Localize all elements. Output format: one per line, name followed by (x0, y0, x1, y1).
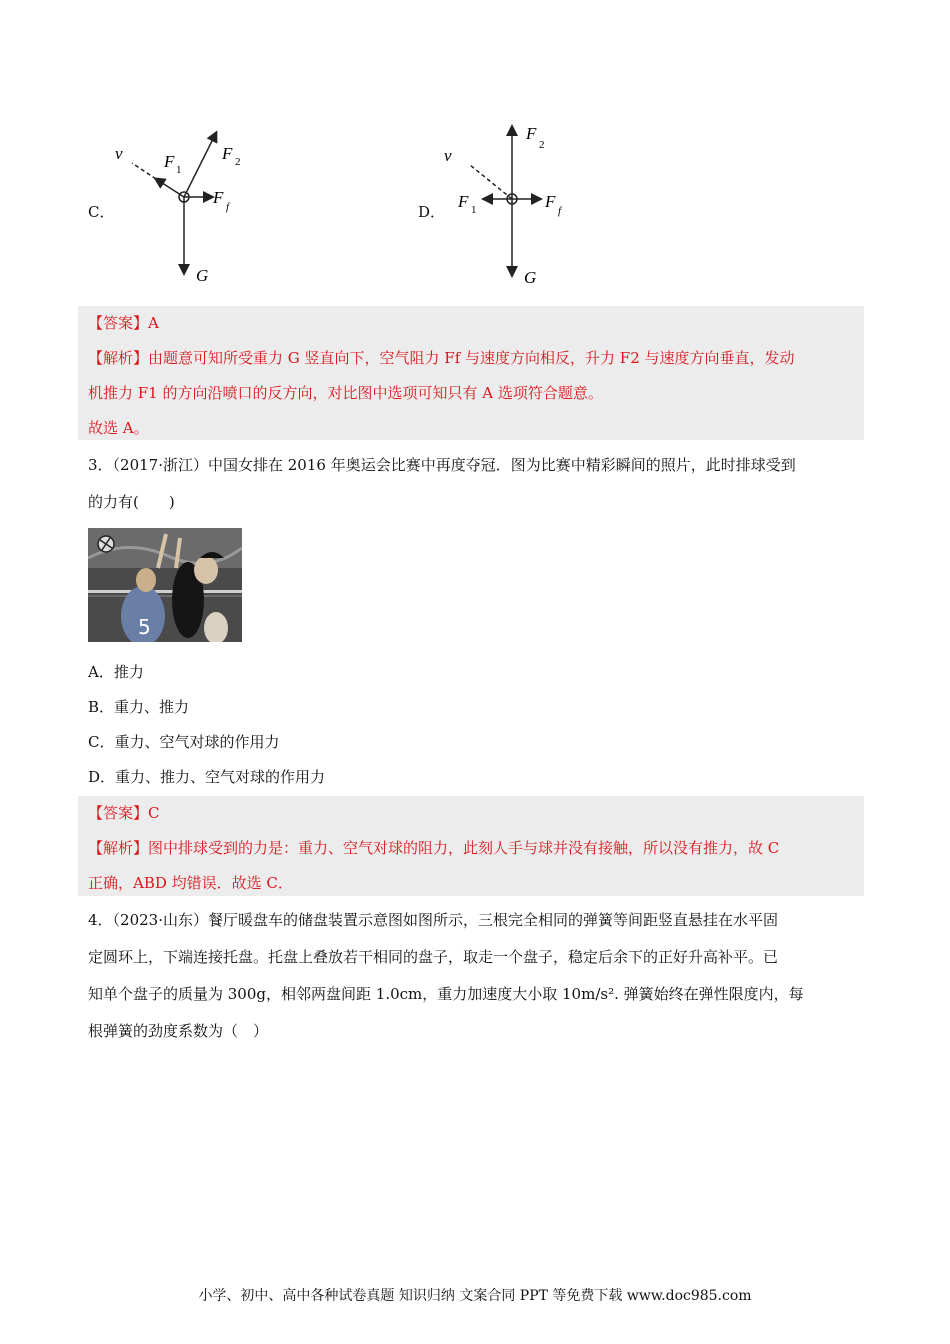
label-ff-sub: f (226, 201, 230, 213)
arrow-f2 (184, 133, 216, 197)
option-c-label: C． (88, 203, 115, 221)
label-f1: F (164, 152, 175, 171)
question-stem: 3．（2017·浙江）中国女排在 2016 年奥运会比赛中再度夺冠．图为比赛中精彩瞬间的照片，此时排球受到 (88, 456, 796, 474)
option-d-label: D． (418, 203, 446, 221)
arrow-f1 (156, 179, 184, 197)
arrow-v (470, 165, 512, 199)
question-stem: 4．（2023·山东）餐厅暖盘车的储盘装置示意图如图所示，三根完全相同的弹簧等间距竖直悬挂在水平固 (88, 911, 778, 929)
label-v: v (444, 146, 452, 165)
answer-label: 【答案】C (88, 804, 160, 822)
analysis-line: 【解析】由题意可知所受重力 G 竖直向下，空气阻力 Ff 与速度方向相反，升力 F2 与速度方向垂直，发动 (88, 349, 795, 367)
force-diagram-d (440, 115, 600, 290)
label-f1-sub: 1 (471, 204, 477, 216)
option-a: A．推力 (88, 663, 144, 681)
option-d: D．重力、推力、空气对球的作用力 (88, 768, 326, 786)
label-g: G (196, 266, 209, 285)
label-ff: F (545, 192, 556, 211)
label-f2-sub: 2 (235, 156, 241, 168)
label-v: v (115, 144, 123, 163)
analysis-line: 【解析】图中排球受到的力是：重力、空气对球的阻力，此刻人手与球并没有接触，所以没有推力，故 C (88, 839, 780, 857)
arrow-v (132, 163, 156, 179)
question-stem: 的力有( ) (88, 493, 175, 511)
label-f2: F (222, 144, 233, 163)
label-f1: F (458, 192, 469, 211)
label-f2: F (526, 124, 537, 143)
analysis-line: 机推力 F1 的方向沿喷口的反方向，对比图中选项可知只有 A 选项符合题意。 (88, 384, 603, 402)
label-f1-sub: 1 (176, 164, 182, 176)
answer-block-q3 (78, 796, 864, 896)
label-ff: F (213, 188, 224, 207)
label-g: G (524, 268, 537, 287)
question-stem: 知单个盘子的质量为 300g，相邻两盘间距 1.0cm，重力加速度大小取 10m/s². 弹簧始终在弹性限度内，每 (88, 985, 804, 1003)
option-c: C．重力、空气对球的作用力 (88, 733, 280, 751)
question-stem: 根弹簧的劲度系数为（ ） (88, 1022, 269, 1040)
answer-label: 【答案】A (88, 314, 159, 332)
jersey-number: 5 (138, 615, 151, 639)
conclusion: 故选 A。 (88, 419, 149, 437)
volleyball-photo (88, 528, 242, 642)
answer-block-q2 (78, 306, 864, 440)
label-f2-sub: 2 (539, 139, 545, 151)
label-ff-sub: f (558, 205, 562, 217)
question-stem: 定圆环上，下端连接托盘。托盘上叠放若干相同的盘子，取走一个盘子，稳定后余下的正好升高补平。已 (88, 948, 779, 966)
page-footer: 小学、初中、高中各种试卷真题 知识归纳 文案合同 PPT 等免费下载 www.doc985.com (198, 1288, 752, 1304)
analysis-line: 正确，ABD 均错误．故选 C． (88, 874, 293, 892)
option-b: B．重力、推力 (88, 698, 190, 716)
force-diagram-c (100, 115, 260, 290)
